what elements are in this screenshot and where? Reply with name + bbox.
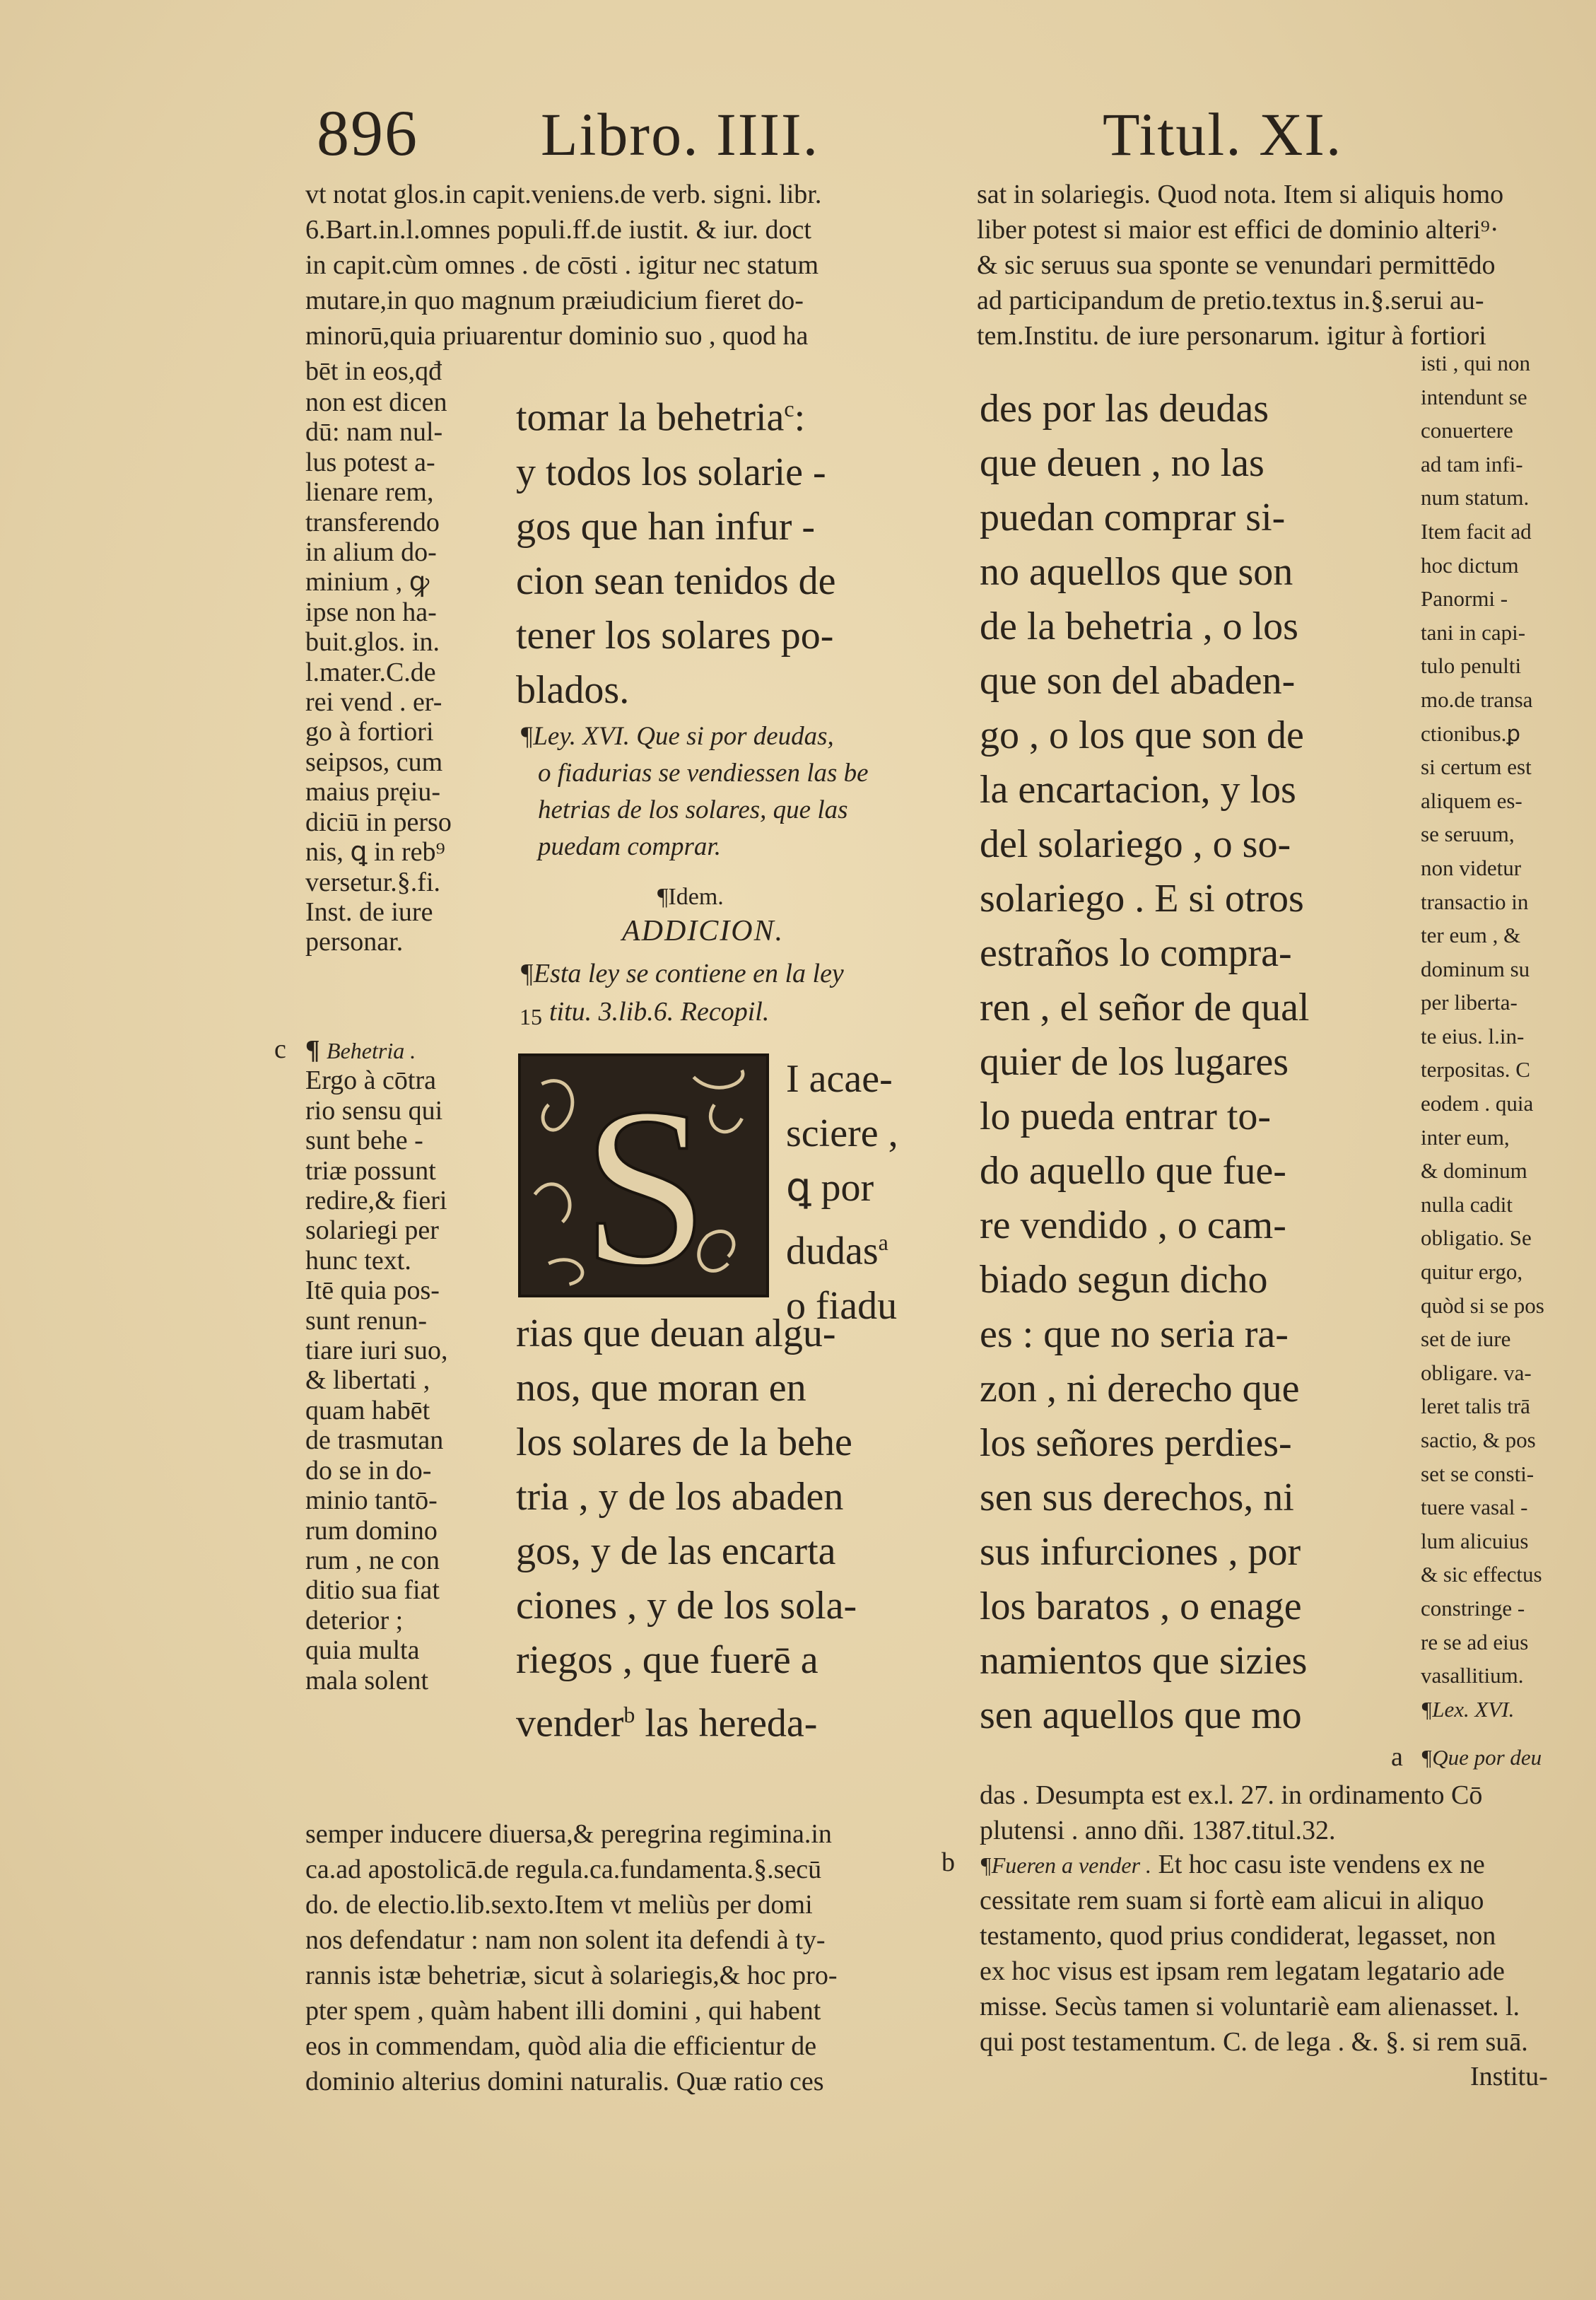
- gloss-line: vt notat glos.in capit.veniens.de verb. signi. libr.: [305, 180, 822, 209]
- main-line: gos, y de las encarta: [516, 1529, 836, 1573]
- margin-line: terpositas. C: [1421, 1057, 1530, 1082]
- main-line: estraños lo compra-: [980, 931, 1292, 975]
- margin-line: conuertere: [1421, 418, 1513, 443]
- main-line: I acae-: [786, 1057, 893, 1101]
- note-line: rio sensu qui: [305, 1095, 443, 1126]
- note-line: ex hoc visus est ipsam rem legatam legatario ade: [980, 1956, 1505, 1986]
- gloss-line: mutare,in quo magnum præiudicium fieret do-: [305, 286, 804, 315]
- addicion-text: [520, 955, 844, 1031]
- gloss-line: eos in commendam, quòd alia die efficientur de: [305, 2031, 817, 2061]
- main-line: la encartacion, y los: [980, 768, 1296, 812]
- note-line: redire,& fieri: [305, 1186, 447, 1216]
- main-line: vender$^b$ las hereda-: [516, 1701, 818, 1746]
- ley-heading: [520, 718, 869, 865]
- note-letter-b: b: [941, 1847, 955, 1877]
- margin-line: in alium do-: [305, 537, 437, 568]
- page-number: 896: [317, 97, 418, 169]
- left-note-c: [305, 1035, 448, 1695]
- margin-line: rei vend . er-: [305, 687, 442, 718]
- main-line: des por las deudas: [980, 387, 1269, 431]
- margin-line: eodem . quia: [1421, 1091, 1534, 1116]
- note-line: sunt behe -: [305, 1126, 423, 1156]
- gloss-line: do. de electio.lib.sexto.Item vt meliùs per domi: [305, 1890, 813, 1920]
- margin-line: quòd si se pos: [1421, 1292, 1544, 1318]
- note-line: ¶Fueren a vender . Et hoc casu iste vendens ex ne: [980, 1850, 1485, 1879]
- margin-line: lus potest a-: [305, 447, 435, 477]
- main-line: del solariego , o so-: [980, 822, 1291, 866]
- margin-line: isti , qui non: [1421, 351, 1531, 375]
- main-line: ꝗ por: [786, 1166, 874, 1210]
- margin-line: leret talis trā: [1421, 1394, 1530, 1419]
- margin-line: & sic effectus: [1421, 1562, 1542, 1587]
- main-line: es : que no seria ra-: [980, 1312, 1289, 1356]
- note-line: & libertati ,: [305, 1365, 430, 1396]
- margin-line: personar.: [305, 927, 404, 957]
- note-line: do se in do-: [305, 1455, 432, 1485]
- main-line: do aquello que fue-: [980, 1149, 1286, 1193]
- gloss-line: in capit.cùm omnes . de cōsti . igitur nec statum: [305, 250, 819, 280]
- margin-line: te eius. l.in-: [1421, 1023, 1525, 1049]
- margin-line: versetur.§.fi.: [305, 867, 441, 897]
- note-ref-b: b: [623, 1702, 635, 1727]
- right-note-a-lemma: ¶Que por deu: [1421, 1745, 1542, 1770]
- main-line: riegos , que fuerē a: [516, 1638, 818, 1682]
- margin-line: tani in capi-: [1421, 619, 1526, 645]
- main-line: nos, que moran en: [516, 1366, 806, 1410]
- margin-line: ipse non ha-: [305, 597, 437, 627]
- main-line: sen aquellos que mo: [980, 1693, 1302, 1737]
- note-line: quia multa: [305, 1635, 420, 1666]
- addicion-number: 15: [520, 1004, 542, 1029]
- note-line: quam habēt: [305, 1395, 430, 1425]
- heading-line: o fiadurias se vendiessen las be: [538, 759, 869, 788]
- note-letter-c: c: [274, 1034, 286, 1064]
- gloss-line: ca.ad apostolicā.de regula.ca.fundamenta.§.secū: [305, 1855, 822, 1884]
- main-line: de la behetria , o los: [980, 605, 1298, 648]
- margin-line: go à fortiori: [305, 717, 434, 747]
- dropcap-side-text: [786, 1052, 898, 1333]
- main-line: puedan comprar si-: [980, 496, 1286, 539]
- right-note-b: [980, 1847, 1528, 2060]
- main-line: ciones , y de los sola-: [516, 1584, 857, 1628]
- main-line: quier de los lugares: [980, 1040, 1289, 1084]
- dropcap-letter: S: [582, 1061, 709, 1295]
- left-gloss-bottom: [305, 1816, 837, 2099]
- gloss-line: dominio alterius domini naturalis. Quæ ratio ces: [305, 2067, 824, 2096]
- margin-line: aliquem es-: [1421, 788, 1522, 813]
- right-note-a: [980, 1777, 1482, 1848]
- note-line: Itē quia pos-: [305, 1275, 440, 1306]
- main-line: go , o los que son de: [980, 713, 1304, 757]
- margin-line: ¶Lex. XVI.: [1421, 1696, 1515, 1722]
- margin-line: num statum.: [1421, 485, 1530, 510]
- addicion-line: ¶Esta ley se contiene en la ley: [520, 959, 844, 988]
- note-line: plutensi . anno dñi. 1387.titul.32.: [980, 1816, 1336, 1845]
- main-line: rias que deuan algu-: [516, 1312, 836, 1355]
- main-line: y todos los solarie -: [516, 450, 826, 494]
- margin-line: dū: nam nul-: [305, 417, 443, 448]
- gloss-line: & sic seruus sua sponte se venundari permittēdo: [977, 250, 1496, 280]
- gloss-line: tem.Institu. de iure personarum. igitur à fortiori: [977, 321, 1486, 351]
- main-line: no aquellos que son: [980, 550, 1293, 594]
- margin-line: transferendo: [305, 507, 440, 537]
- main-line: o fiadu: [786, 1283, 898, 1328]
- margin-line: sactio, & pos: [1421, 1428, 1536, 1452]
- margin-line: per liberta-: [1421, 990, 1518, 1015]
- right-margin-gloss: [1421, 346, 1544, 1726]
- margin-line: diciū in perso: [305, 807, 452, 837]
- margin-line: intendunt se: [1421, 384, 1527, 409]
- margin-line: buit.glos. in.: [305, 627, 440, 658]
- main-line: blados.: [516, 667, 630, 712]
- main-line: biado segun dicho: [980, 1258, 1268, 1302]
- margin-line: hoc dictum: [1421, 552, 1519, 578]
- margin-line: transactio in: [1421, 889, 1529, 914]
- main-line: tria , y de los abaden: [516, 1475, 844, 1519]
- margin-line: nis, ꝗ in reb⁹: [305, 837, 445, 868]
- margin-line: quitur ergo,: [1421, 1259, 1523, 1285]
- note-line: qui post testamentum. C. de lega . &. §. si rem suā.: [980, 2027, 1528, 2057]
- margin-line: non videtur: [1421, 855, 1522, 880]
- note-lemma: ¶ Behetria .: [305, 1035, 416, 1065]
- ornament-icon: [521, 1056, 766, 1295]
- margin-line: seipsos, cum: [305, 747, 443, 777]
- main-line: zon , ni derecho que: [980, 1367, 1300, 1411]
- main-line: ren , el señor de qual: [980, 986, 1310, 1029]
- gloss-line: sat in solariegis. Quod nota. Item si aliquis homo: [977, 180, 1504, 209]
- main-col1-top: [516, 382, 836, 718]
- margin-line: lum alicuius: [1421, 1528, 1529, 1553]
- idem-label: ¶Idem.: [657, 884, 724, 910]
- main-line: gos que han infur -: [516, 504, 816, 549]
- note-ref-c: c: [784, 396, 794, 421]
- note-line: hunc text.: [305, 1245, 411, 1275]
- margin-line: si certum est: [1421, 754, 1532, 780]
- main-line: re vendido , o cam-: [980, 1203, 1286, 1247]
- note-line: testamento, quod prius condiderat, legasset, non: [980, 1921, 1496, 1951]
- note-letter-a: a: [1391, 1742, 1403, 1772]
- margin-line: l.mater.C.de: [305, 657, 436, 687]
- main-line: que son del abaden-: [980, 659, 1296, 703]
- note-line: tiare iuri suo,: [305, 1336, 448, 1366]
- note-line: mala solent: [305, 1665, 429, 1695]
- left-margin-gloss: [305, 387, 452, 957]
- margin-line: inter eum,: [1421, 1124, 1510, 1150]
- gloss-line: nos defendatur : nam non solent ita defendi à ty-: [305, 1925, 826, 1955]
- margin-line: ad tam infi-: [1421, 451, 1523, 477]
- gloss-line: pter spem , quàm habent illi domini , qui habent: [305, 1996, 821, 2026]
- heading-line: hetrias de los solares, que las: [538, 795, 848, 824]
- margin-line: lienare rem,: [305, 477, 434, 508]
- main-col2: [980, 382, 1309, 1743]
- note-line: minio tantō-: [305, 1485, 438, 1516]
- note-line: Ergo à cōtra: [305, 1066, 436, 1096]
- margin-line: tulo penulti: [1421, 653, 1522, 679]
- gloss-line: liber potest si maior est effici de dominio alteri⁹·: [977, 215, 1499, 245]
- margin-line: set se consti-: [1421, 1461, 1535, 1486]
- main-line: los señores perdies-: [980, 1421, 1292, 1465]
- main-line: sciere ,: [786, 1111, 898, 1155]
- main-line: sus infurciones , por: [980, 1530, 1301, 1574]
- main-line: tener los solares po-: [516, 613, 834, 658]
- margin-line: Panormi -: [1421, 586, 1508, 612]
- margin-line: ter eum , &: [1421, 923, 1521, 948]
- margin-line: se seruum,: [1421, 822, 1515, 847]
- gloss-line: minorū,quia priuarentur dominio suo , quod ha: [305, 321, 809, 351]
- main-line: lo pueda entrar to-: [980, 1094, 1272, 1138]
- margin-line: Item facit ad: [1421, 518, 1532, 544]
- margin-line: maius pręiu-: [305, 777, 441, 807]
- note-line: misse. Secùs tamen si voluntariè eam alienasset. l.: [980, 1992, 1520, 2021]
- margin-line: mo.de transa: [1421, 687, 1533, 712]
- heading-line: ¶Ley. XVI. Que si por deudas,: [520, 722, 834, 751]
- left-gloss-top: [305, 177, 821, 389]
- margin-line: minium , ꝙ: [305, 567, 430, 597]
- margin-line: & dominum: [1421, 1158, 1527, 1184]
- margin-line: obligatio. Se: [1421, 1225, 1532, 1251]
- main-line: que deuen , no las: [980, 441, 1265, 485]
- note-line: rum , ne con: [305, 1545, 440, 1575]
- right-gloss-top: [977, 177, 1503, 354]
- main-line: solariego . E si otros: [980, 877, 1304, 921]
- margin-line: ctionibus.ꝑ: [1421, 720, 1521, 746]
- main-col1-bottom: [516, 1307, 857, 1751]
- dropcap-initial: [518, 1053, 769, 1297]
- addicion-line: titu. 3.lib.6. Recopil.: [549, 997, 770, 1027]
- margin-line: Inst. de iure: [305, 897, 433, 927]
- main-line: cion sean tenidos de: [516, 559, 836, 603]
- pilcrow-icon: ¶: [305, 1035, 327, 1065]
- running-title-libro: Libro. IIII.: [541, 100, 820, 168]
- note-line: rum domino: [305, 1515, 438, 1546]
- main-line: namientos que sizies: [980, 1639, 1308, 1683]
- main-line: tomar la behetria$^c$:: [516, 395, 806, 440]
- margin-line: non est dicen: [305, 387, 447, 417]
- note-line: ditio sua fiat: [305, 1575, 440, 1606]
- note-line: das . Desumpta est ex.l. 27. in ordinamento Cō: [980, 1780, 1483, 1810]
- main-line: dudas$^a$: [786, 1229, 888, 1273]
- main-line: sen sus derechos, ni: [980, 1476, 1294, 1519]
- note-line: solariegi per: [305, 1215, 439, 1246]
- addicion-heading: ADDICION.: [622, 915, 785, 947]
- gloss-line: ad participandum de pretio.textus in.§.serui au-: [977, 286, 1484, 315]
- margin-line: constringe -: [1421, 1595, 1525, 1621]
- running-title-titulo: Titul. XI.: [1103, 100, 1343, 168]
- gloss-line: bēt in eos,qđ: [305, 356, 442, 386]
- heading-line: puedam comprar.: [538, 832, 721, 861]
- note-line: de trasmutan: [305, 1425, 444, 1456]
- margin-line: tuere vasal -: [1421, 1495, 1528, 1520]
- margin-line: set de iure: [1421, 1326, 1511, 1352]
- note-ref-a: a: [878, 1230, 888, 1255]
- margin-line: nulla cadit: [1421, 1191, 1513, 1217]
- note-line: triæ possunt: [305, 1155, 436, 1186]
- main-line: los solares de la behe: [516, 1420, 852, 1464]
- margin-line: obligare. va-: [1421, 1360, 1532, 1385]
- margin-line: re se ad eius: [1421, 1629, 1529, 1654]
- gloss-line: semper inducere diuersa,& peregrina regimina.in: [305, 1819, 832, 1849]
- gloss-line: rannis istæ behetriæ, sicut à solariegis,& hoc pro-: [305, 1961, 838, 1990]
- catchword: Institu-: [1470, 2062, 1548, 2091]
- main-line: los baratos , o enage: [980, 1584, 1302, 1628]
- note-line: sunt renun-: [305, 1305, 428, 1336]
- margin-line: dominum su: [1421, 956, 1530, 981]
- note-line: cessitate rem suam si fortè eam alicui in aliquo: [980, 1886, 1484, 1915]
- note-line: deterior ;: [305, 1605, 404, 1635]
- margin-line: vasallitium.: [1421, 1663, 1524, 1688]
- gloss-line: 6.Bart.in.l.omnes populi.ff.de iustit. & iur. doct: [305, 215, 811, 245]
